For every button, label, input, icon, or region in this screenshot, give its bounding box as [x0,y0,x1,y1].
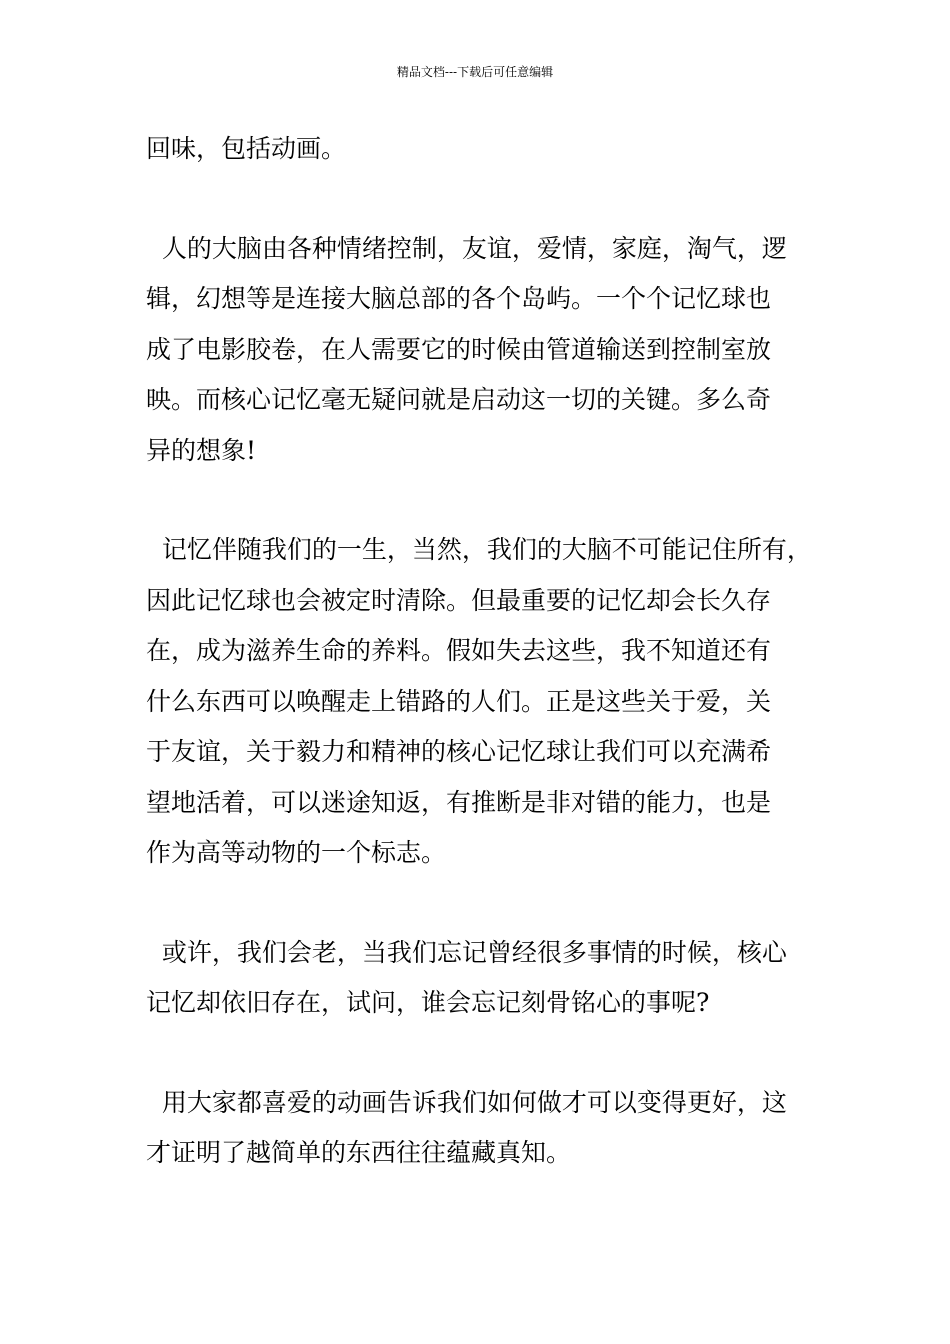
paragraph [146,525,836,879]
text-line: 作为高等动物的一个标志。 [146,838,447,867]
text-line: 辑，幻想等是连接大脑总部的各个岛屿。一个个记忆球也 [146,284,772,313]
text-line: 才证明了越简单的东西往往蕴藏真知。 [146,1138,572,1167]
text-line: 用大家都喜爱的动画告诉我们如何做才可以变得更好，这 [146,1087,787,1117]
text-line: 因此记忆球也会被定时清除。但最重要的记忆却会长久存 [146,585,772,615]
page-header: 精品文档---下载后可任意编辑 [396,65,554,79]
text-line: 成了电影胶卷，在人需要它的时候由管道输送到控制室放 [146,334,772,364]
text-line: 于友谊，关于毅力和精神的核心记忆球让我们可以充满希 [146,737,772,766]
document-body [146,124,836,1179]
text-line: 或许，我们会老，当我们忘记曾经很多事情的时候，核心 [146,937,787,967]
text-line: 人的大脑由各种情绪控制，友谊，爱情，家庭，淘气，逻 [146,233,787,263]
text-line: 记忆伴随我们的一生，当然，我们的大脑不可能记住所有， [146,535,812,564]
text-line: 回味，包括动画。 [146,134,347,163]
paragraph [146,928,836,1029]
text-line: 异的想象! [146,435,257,465]
text-line: 在，成为滋养生命的养料。假如失去这些，我不知道还有 [146,636,772,665]
text-line: 什么东西可以唤醒走上错路的人们。正是这些关于爱，关 [146,686,772,716]
text-line: 映。而核心记忆毫无疑问就是启动这一切的关键。多么奇 [146,385,772,414]
text-line: 记忆却依旧存在，试问，谁会忘记刻骨铭心的事呢? [146,988,710,1017]
paragraph [146,1078,836,1179]
paragraph [146,124,836,175]
text-line: 望地活着，可以迷途知返，有推断是非对错的能力，也是 [146,787,772,817]
paragraph [146,224,836,477]
